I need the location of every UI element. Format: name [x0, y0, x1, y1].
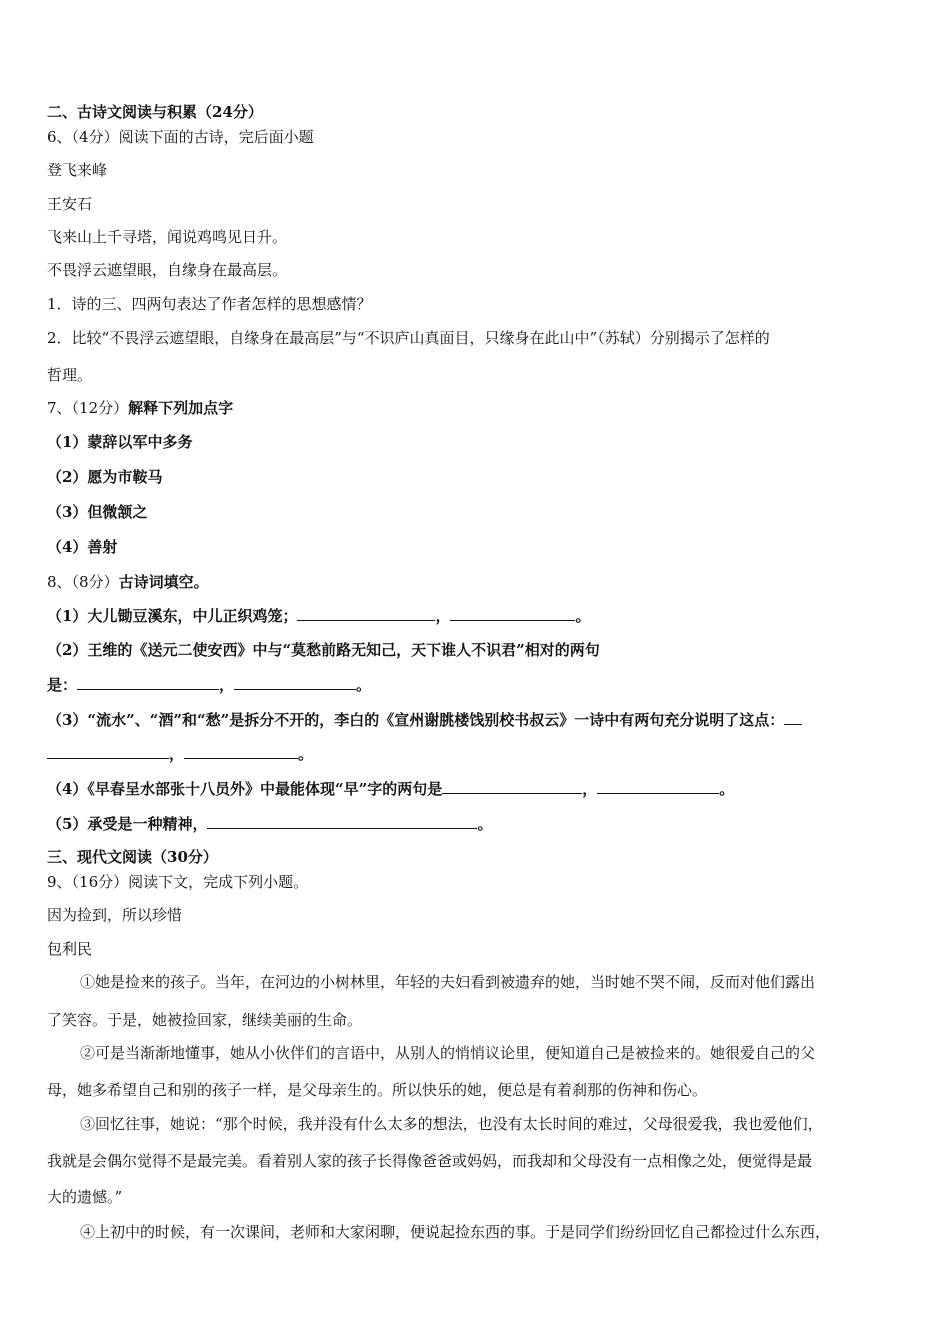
- q8-stem-text: 古诗词填空。: [118, 573, 209, 591]
- answer-blank[interactable]: [207, 814, 477, 829]
- answer-blank[interactable]: [234, 675, 356, 690]
- answer-blank[interactable]: [450, 606, 575, 621]
- paragraph-3: ③回忆往事，她说：“那个时候，我并没有什么太多的想法，也没有太长时间的难过，父母很爱我，我也爱他们，: [80, 1115, 823, 1133]
- q8-item-1-text: （1）大儿锄豆溪东，中儿正织鸡笼；: [47, 607, 298, 625]
- q8-item-4: [47, 779, 912, 799]
- period: 。: [719, 780, 735, 798]
- article-title: 因为捡到，所以珍惜: [47, 906, 183, 924]
- paragraph-1: ①她是捡来的孩子。当年，在河边的小树林里，年轻的夫妇看到被遗弃的她，当时她不哭不闹，反而对他们露出: [80, 973, 816, 991]
- q7-item-4: （4）善射: [47, 538, 118, 556]
- period: 。: [298, 745, 314, 763]
- q7-stem: [47, 398, 912, 418]
- answer-blank[interactable]: [442, 779, 582, 794]
- answer-blank[interactable]: [597, 779, 719, 794]
- q6-sub-question-2-cont: 哲理。: [47, 366, 93, 384]
- answer-blank[interactable]: [297, 606, 435, 621]
- poem-title: 登飞来峰: [47, 161, 108, 179]
- period: 。: [477, 815, 493, 833]
- answer-blank[interactable]: [184, 744, 298, 759]
- q8-item-2-cont-text: 是：: [47, 676, 78, 694]
- q8-item-3: [47, 710, 912, 730]
- comma: ，: [435, 607, 451, 625]
- section2-title: 二、古诗文阅读与积累（24分）: [47, 103, 263, 121]
- q8-item-3-cont: [47, 744, 912, 764]
- q8-item-2: （2）王维的《送元二使安西》中与“莫愁前路无知己，天下谁人不识君”相对的两句: [47, 641, 600, 659]
- q7-item-1: （1）蒙辞以军中多务: [47, 433, 193, 451]
- q8-item-5: [47, 814, 912, 834]
- comma: ，: [219, 676, 235, 694]
- q6-sub-question-1: 1．诗的三、四两句表达了作者怎样的思想感情？: [47, 295, 372, 313]
- comma: ，: [582, 780, 598, 798]
- poem-line-2: 不畏浮云遮望眼，自缘身在最高层。: [47, 261, 288, 279]
- comma: ，: [169, 745, 185, 763]
- q8-item-3-text: （3）“流水”、“酒”和“愁”是拆分不开的，李白的《宣州谢朓楼饯别校书叔云》一诗中有两句充分说明了这点：: [47, 711, 785, 729]
- q7-item-3: （3）但微颔之: [47, 503, 148, 521]
- q9-stem: 9、（16分）阅读下文，完成下列小题。: [47, 873, 309, 891]
- poem-author: 王安石: [47, 195, 93, 213]
- q8-item-1: [47, 606, 912, 626]
- q8-item-4-text: （4）《早春呈水部张十八员外》中最能体现“早”字的两句是: [47, 780, 443, 798]
- q8-item-5-text: （5）承受是一种精神，: [47, 815, 208, 833]
- q8-item-2-cont: [47, 675, 912, 695]
- poem-line-1: 飞来山上千寻塔，闻说鸡鸣见日升。: [47, 228, 288, 246]
- q6-sub-question-2: 2．比较“不畏浮云遮望眼，自缘身在最高层”与“不识庐山真面目，只缘身在此山中”（苏轼）分别揭示了怎样的: [47, 329, 770, 347]
- q7-stem-prefix: 7、（12分）: [47, 399, 129, 417]
- paragraph-4: ④上初中的时候，有一次课间，老师和大家闲聊，便说起捡东西的事。于是同学们纷纷回忆自己都捡过什么东西，: [80, 1223, 831, 1241]
- q7-item-2: （2）愿为市鞍马: [47, 468, 163, 486]
- answer-blank[interactable]: [784, 710, 802, 725]
- paragraph-2-cont: 母，她多希望自己和别的孩子一样，是父母亲生的。所以快乐的她，便总是有着刹那的伤神和伤心。: [47, 1081, 708, 1099]
- q8-stem: [47, 572, 912, 592]
- answer-blank[interactable]: [47, 744, 169, 759]
- period: 。: [575, 607, 591, 625]
- paragraph-1-cont: 了笑容。于是，她被捡回家，继续美丽的生命。: [47, 1011, 363, 1029]
- paragraph-3-cont-2: 大的遗憾。”: [47, 1188, 123, 1206]
- answer-blank[interactable]: [77, 675, 219, 690]
- paragraph-2: ②可是当渐渐地懂事，她从小伙伴们的言语中，从别人的悄悄议论里，便知道自己是被捡来的。她很爱自己的父: [80, 1044, 816, 1062]
- period: 。: [356, 676, 372, 694]
- section3-title: 三、现代文阅读（30分）: [47, 848, 218, 866]
- paragraph-3-cont-1: 我就是会偶尔觉得不是最完美。看着别人家的孩子长得像爸爸或妈妈，而我却和父母没有一点相像之处，便觉得是最: [47, 1152, 813, 1170]
- article-author: 包利民: [47, 940, 93, 958]
- q8-stem-prefix: 8、（8分）: [47, 573, 119, 591]
- q7-stem-text: 解释下列加点字: [128, 399, 234, 417]
- q6-stem: 6、（4分）阅读下面的古诗，完后面小题: [47, 128, 314, 146]
